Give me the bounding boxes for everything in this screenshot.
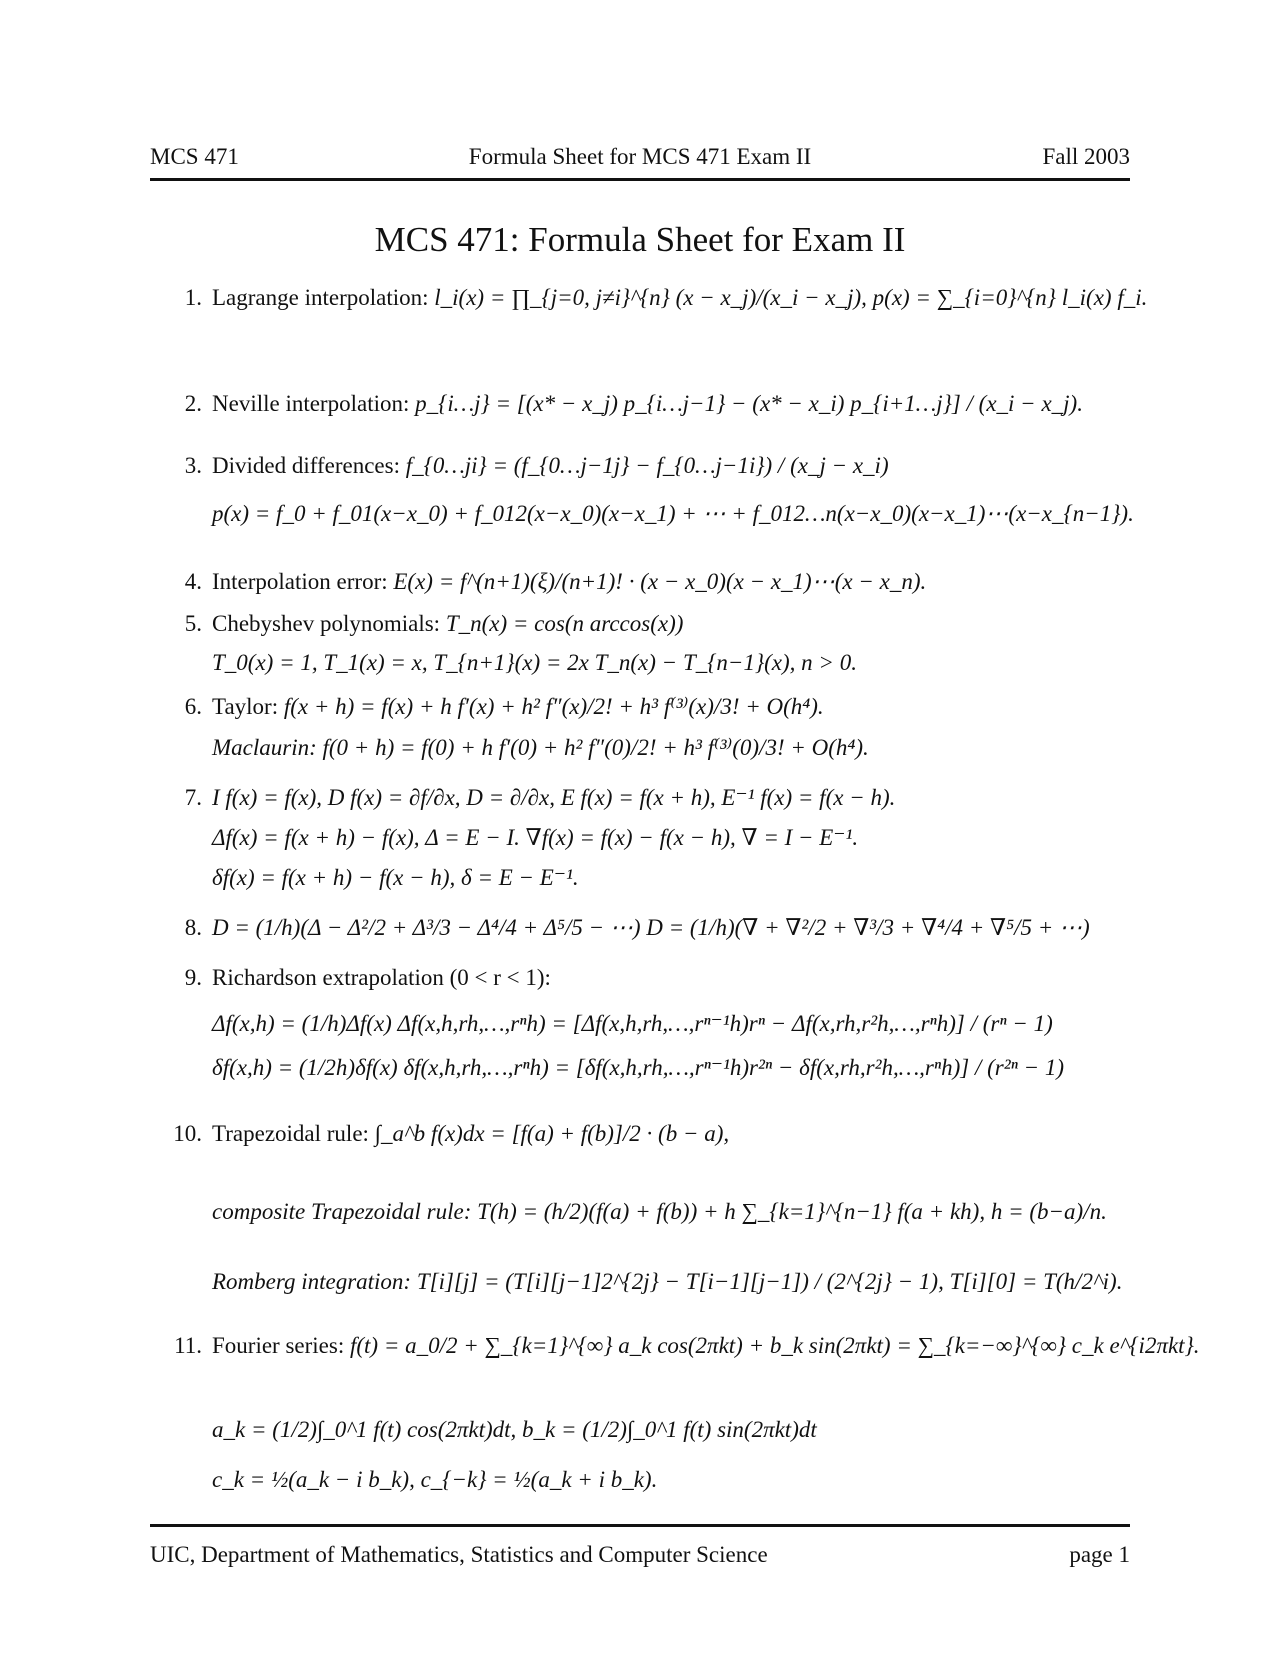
item-label: Divided differences: xyxy=(212,453,400,478)
item-continuation xyxy=(212,1004,1053,1044)
item-continuation xyxy=(212,858,579,898)
item-line xyxy=(212,278,1150,318)
item-formula-continued-2: Romberg integration: T[i][j] = (T[i][j−1]2^{2j} − T[i−1][j−1]) / (2^{2j} − 1), T[i][0] = T(h/2^i). xyxy=(212,1269,1123,1294)
item-formula-continued: Δf(x,h) = (1/h)Δf(x) Δf(x,h,rh,…,rⁿh) = [Δf(x,h,rh,…,rⁿ⁻¹h)rⁿ − Δf(x,rh,r²h,…,rⁿh)] / (rⁿ − 1) xyxy=(212,1011,1053,1036)
footer-page-number: page 1 xyxy=(1069,1542,1130,1567)
formula-item-11 xyxy=(150,1326,1200,1366)
item-line xyxy=(212,604,1150,644)
item-formula-continued: p(x) = f_0 + f_01(x−x_0) + f_012(x−x_0)(x−x_1) + ⋯ + f_012…n(x−x_0)(x−x_1)⋯(x−x_{n−1}). xyxy=(212,501,1134,526)
footer-department: UIC, Department of Mathematics, Statistics and Computer Science xyxy=(150,1542,768,1567)
item-continuation xyxy=(212,1410,817,1450)
formula-item-7 xyxy=(150,778,1150,818)
formula-item-4 xyxy=(150,562,1150,602)
item-line xyxy=(212,1114,1150,1154)
item-number: 2. xyxy=(184,391,202,416)
item-line xyxy=(212,562,1150,602)
item-formula-continued: Maclaurin: f(0 + h) = f(0) + h f′(0) + h² f″(0)/2! + h³ f⁽³⁾(0)/3! + O(h⁴). xyxy=(212,735,869,760)
item-label: Neville interpolation: xyxy=(212,391,410,416)
item-formula: f(t) = a_0/2 + ∑_{k=1}^{∞} a_k cos(2πkt) + b_k sin(2πkt) = ∑_{k=−∞}^{∞} c_k e^{i2πkt}. xyxy=(349,1333,1200,1358)
item-formula-continued-2: δf(x) = f(x + h) − f(x − h), δ = E − E⁻¹. xyxy=(212,865,579,890)
item-line xyxy=(212,778,1150,818)
item-formula-continued-2: c_k = ½(a_k − i b_k), c_{−k} = ½(a_k + i b_k). xyxy=(212,1467,658,1492)
item-continuation xyxy=(212,643,857,683)
item-line xyxy=(212,687,1150,727)
formula-item-3 xyxy=(150,446,1150,486)
item-number: 1. xyxy=(184,285,202,310)
item-number: 9. xyxy=(184,965,202,990)
header-rule xyxy=(150,178,1130,181)
item-line xyxy=(212,958,1150,998)
item-number: 6. xyxy=(184,694,202,719)
footer-rule xyxy=(150,1524,1130,1527)
item-line xyxy=(212,446,1150,486)
item-number: 5. xyxy=(184,611,202,636)
item-number: 4. xyxy=(184,569,202,594)
item-label: Fourier series: xyxy=(212,1333,345,1358)
formula-item-10 xyxy=(150,1114,1150,1154)
item-formula-continued-2: δf(x,h) = (1/2h)δf(x) δf(x,h,rh,…,rⁿh) = [δf(x,h,rh,…,rⁿ⁻¹h)r²ⁿ − δf(x,rh,r²h,…,rⁿh)] / (r²ⁿ − 1) xyxy=(212,1055,1065,1080)
formula-item-2 xyxy=(150,384,1150,424)
item-formula: f(x + h) = f(x) + h f′(x) + h² f″(x)/2! + h³ f⁽³⁾(x)/3! + O(h⁴). xyxy=(283,694,824,719)
item-label: Interpolation error: xyxy=(212,569,388,594)
item-line xyxy=(212,908,1150,948)
item-formula: T_n(x) = cos(n arccos(x)) xyxy=(445,611,684,636)
item-continuation xyxy=(212,728,869,768)
item-number: 11. xyxy=(174,1333,202,1358)
item-formula: ∫_a^b f(x)dx = [f(a) + f(b)]/2 · (b − a), xyxy=(374,1121,730,1146)
formula-item-1 xyxy=(150,278,1150,318)
item-label: Taylor: xyxy=(212,694,279,719)
item-formula-continued: Δf(x) = f(x + h) − f(x), Δ = E − I. ∇f(x) = f(x) − f(x − h), ∇ = I − E⁻¹. xyxy=(212,825,859,850)
page-title: MCS 471: Formula Sheet for Exam II xyxy=(374,220,906,259)
item-line xyxy=(212,384,1150,424)
item-formula: E(x) = f^(n+1)(ξ)/(n+1)! · (x − x_0)(x − x_1)⋯(x − x_n). xyxy=(393,569,927,594)
formula-item-6 xyxy=(150,687,1150,727)
item-label: Richardson extrapolation (0 < r < 1): xyxy=(212,965,551,990)
item-number: 3. xyxy=(184,453,202,478)
item-continuation xyxy=(212,1460,657,1500)
formula-item-9 xyxy=(150,958,1150,998)
item-formula: l_i(x) = ∏_{j=0, j≠i}^{n} (x − x_j)/(x_i − x_j), p(x) = ∑_{i=0}^{n} l_i(x) f_i. xyxy=(434,285,1148,310)
formula-item-8 xyxy=(150,908,1150,948)
item-formula-continued: a_k = (1/2)∫_0^1 f(t) cos(2πkt)dt, b_k = (1/2)∫_0^1 f(t) sin(2πkt)dt xyxy=(212,1417,817,1442)
item-number: 8. xyxy=(184,915,202,940)
item-formula: D = (1/h)(Δ − Δ²/2 + Δ³/3 − Δ⁴/4 + Δ⁵/5 − ⋯) D = (1/h)(∇ + ∇²/2 + ∇³/3 + ∇⁴/4 + ∇⁵/5 + ⋯) xyxy=(212,915,1090,940)
item-formula-continued: composite Trapezoidal rule: T(h) = (h/2)(f(a) + f(b)) + h ∑_{k=1}^{n−1} f(a + kh), h = (b−a)/n. xyxy=(212,1199,1107,1224)
item-formula: I f(x) = f(x), D f(x) = ∂f/∂x, D = ∂/∂x, E f(x) = f(x + h), E⁻¹ f(x) = f(x − h). xyxy=(212,785,896,810)
item-number: 10. xyxy=(173,1121,202,1146)
item-continuation xyxy=(212,1262,1122,1302)
formula-item-5 xyxy=(150,604,1150,644)
item-label: Lagrange interpolation: xyxy=(212,285,429,310)
header-course: MCS 471 xyxy=(150,144,239,169)
item-continuation xyxy=(212,494,1134,534)
item-continuation xyxy=(212,1192,1107,1232)
item-line xyxy=(212,1326,1200,1366)
item-label: Trapezoidal rule: xyxy=(212,1121,369,1146)
header-term: Fall 2003 xyxy=(1042,144,1130,169)
item-continuation xyxy=(212,818,858,858)
item-number: 7. xyxy=(184,785,202,810)
item-formula: f_{0…ji} = (f_{0…j−1j} − f_{0…j−1i}) / (x_j − x_i) xyxy=(405,453,889,478)
item-continuation xyxy=(212,1048,1064,1088)
header-title: Formula Sheet for MCS 471 Exam II xyxy=(468,144,812,169)
item-formula: p_{i…j} = [(x* − x_j) p_{i…j−1} − (x* − x_i) p_{i+1…j}] / (x_i − x_j). xyxy=(415,391,1083,416)
item-formula-continued: T_0(x) = 1, T_1(x) = x, T_{n+1}(x) = 2x T_n(x) − T_{n−1}(x), n > 0. xyxy=(212,650,857,675)
item-label: Chebyshev polynomials: xyxy=(212,611,441,636)
